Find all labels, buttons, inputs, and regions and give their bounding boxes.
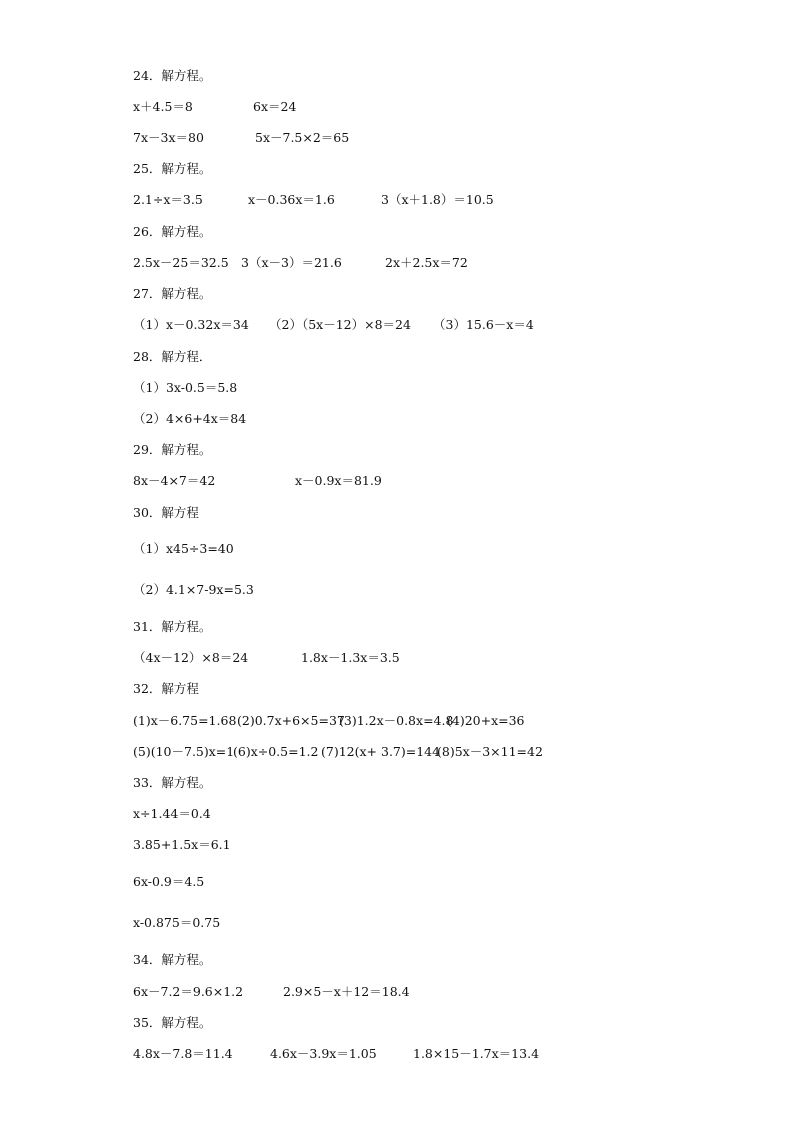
equation-29-1-1: 8x－4×7＝42 (133, 473, 216, 488)
equation-33-4-1: x-0.875＝0.75 (133, 915, 221, 930)
equation-32-1-2: (2)0.7x+6×5=37 (237, 713, 345, 728)
problem-heading-35: 35．解方程。 (133, 1015, 212, 1030)
problem-heading-25: 25．解方程。 (133, 161, 212, 176)
problem-heading-26: 26．解方程。 (133, 224, 212, 239)
equation-32-2-1: (5)(10－7.5)x=1 (133, 744, 235, 759)
equation-31-1-1: （4x－12）×8＝24 (133, 650, 249, 665)
equation-34-1-2: 2.9×5－x＋12＝18.4 (283, 984, 410, 999)
equation-32-2-4: (8)5x－3×11=42 (437, 744, 543, 759)
equation-33-2-1: 3.85+1.5x＝6.1 (133, 837, 231, 852)
problem-heading-33: 33．解方程。 (133, 775, 212, 790)
problem-heading-32: 32．解方程 (133, 681, 199, 696)
problem-heading-24: 24．解方程。 (133, 68, 212, 83)
equation-24-2-2: 5x－7.5×2＝65 (255, 130, 350, 145)
equation-24-1-2: 6x＝24 (253, 99, 297, 114)
equation-30-1-1: （1）x45÷3=40 (133, 541, 234, 556)
equation-28-2-1: （2）4×6+4x＝84 (133, 411, 247, 426)
equation-25-1-3: 3（x＋1.8）＝10.5 (381, 192, 494, 207)
equation-25-1-2: x－0.36x＝1.6 (248, 192, 335, 207)
problem-heading-29: 29．解方程。 (133, 442, 212, 457)
problem-heading-28: 28．解方程． (133, 349, 212, 364)
equation-27-1-2: （2）（5x－12）×8＝24 (269, 317, 411, 332)
equation-32-2-3: (7)12(x+ 3.7)=144 (321, 744, 441, 759)
equation-34-1-1: 6x－7.2＝9.6×1.2 (133, 984, 244, 999)
equation-26-1-1: 2.5x－25＝32.5 (133, 255, 229, 270)
problem-heading-31: 31．解方程。 (133, 619, 212, 634)
equation-35-1-1: 4.8x－7.8＝11.4 (133, 1046, 233, 1061)
equation-26-1-3: 2x＋2.5x＝72 (385, 255, 468, 270)
equation-32-2-2: (6)x÷0.5=1.2 (233, 744, 319, 759)
equation-25-1-1: 2.1÷x＝3.5 (133, 192, 203, 207)
equation-24-1-1: x＋4.5＝8 (133, 99, 193, 114)
equation-33-3-1: 6x-0.9＝4.5 (133, 874, 205, 889)
equation-31-1-2: 1.8x－1.3x＝3.5 (301, 650, 400, 665)
problem-heading-27: 27．解方程。 (133, 286, 212, 301)
equation-32-1-3: (3)1.2x－0.8x=4.8 (339, 713, 454, 728)
equation-35-1-2: 4.6x－3.9x＝1.05 (270, 1046, 377, 1061)
equation-27-1-3: （3）15.6－x＝4 (433, 317, 534, 332)
equation-30-2-1: （2）4.1×7-9x=5.3 (133, 582, 254, 597)
equation-35-1-3: 1.8×15－1.7x＝13.4 (413, 1046, 540, 1061)
problem-heading-34: 34．解方程。 (133, 952, 212, 967)
equation-26-1-2: 3（x－3）＝21.6 (241, 255, 342, 270)
equation-27-1-1: （1）x－0.32x＝34 (133, 317, 249, 332)
equation-33-1-1: x÷1.44＝0.4 (133, 806, 211, 821)
equation-32-1-4: (4)20+x=36 (447, 713, 525, 728)
problem-heading-30: 30．解方程 (133, 505, 199, 520)
equation-28-1-1: （1）3x-0.5＝5.8 (133, 380, 238, 395)
equation-29-1-2: x－0.9x＝81.9 (295, 473, 382, 488)
equation-32-1-1: (1)x－6.75=1.68 (133, 713, 237, 728)
equation-24-2-1: 7x－3x＝80 (133, 130, 204, 145)
